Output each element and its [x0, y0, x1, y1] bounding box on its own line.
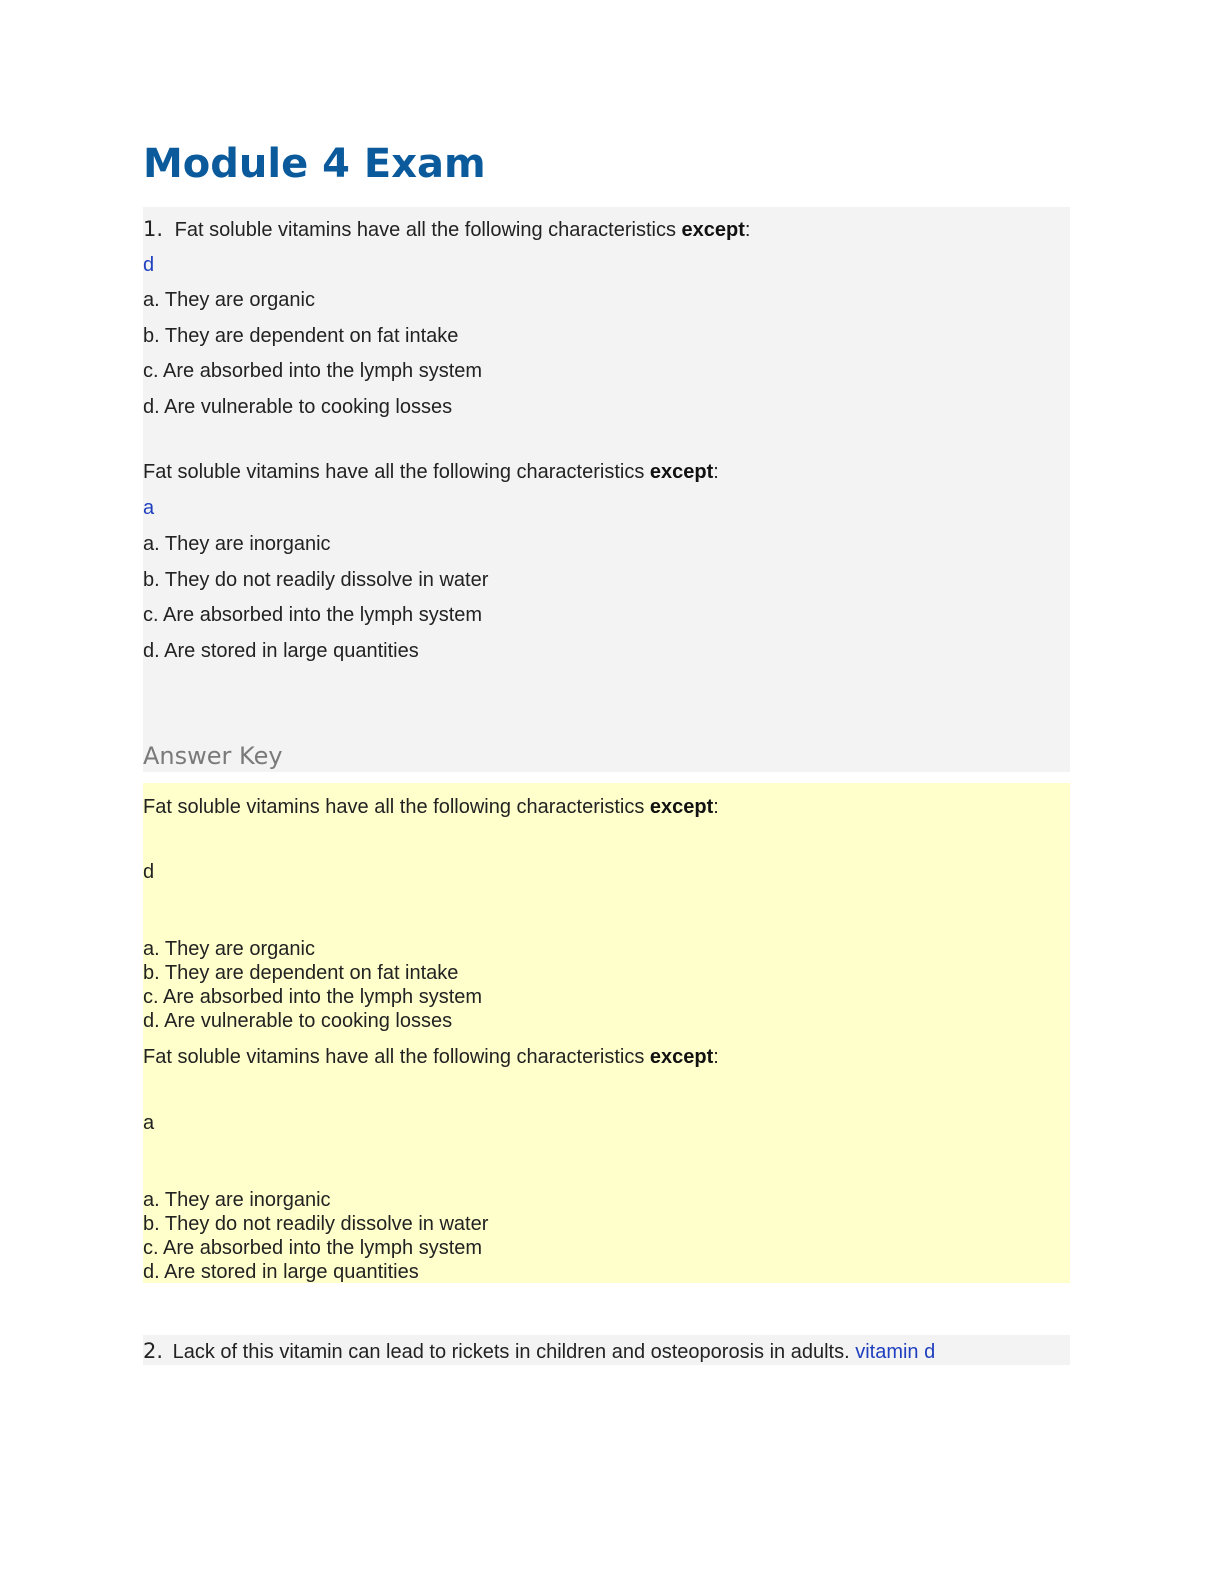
question-1b-option: d. Are stored in large quantities — [143, 640, 419, 662]
question-2-block — [143, 1335, 1070, 1365]
answer-key-stem — [143, 1045, 719, 1069]
answer-key-option: d. Are vulnerable to cooking losses — [143, 1010, 453, 1032]
answer-key-stem-emphasis: except — [649, 796, 714, 818]
question-1a-option: d. Are vulnerable to cooking losses — [143, 396, 453, 418]
answer-key-option: d. Are stored in large quantities — [143, 1261, 419, 1283]
answer-key-stem-colon: : — [713, 796, 719, 818]
page-title: Module 4 Exam — [143, 141, 486, 187]
question-1b-option: a. They are inorganic — [143, 533, 331, 555]
question-2-number: 2. — [143, 1339, 164, 1363]
question-1a-option: c. Are absorbed into the lymph system — [143, 360, 483, 382]
question-1-stem — [143, 217, 750, 242]
question-1-stem-colon: : — [744, 219, 751, 241]
question-1b-stem-colon: : — [713, 461, 719, 483]
question-1b-option: c. Are absorbed into the lymph system — [143, 604, 483, 626]
question-1b-stem-text: Fat soluble vitamins have all the following characteristics — [143, 461, 650, 483]
answer-key-option: a. They are organic — [143, 938, 315, 960]
question-2-answer: vitamin d — [855, 1341, 936, 1363]
answer-key-stem-emphasis: except — [649, 1046, 714, 1068]
answer-key-answer: d — [143, 861, 155, 883]
question-1a-answer: d — [143, 254, 155, 276]
question-1b-stem — [143, 460, 719, 484]
answer-key-option: c. Are absorbed into the lymph system — [143, 986, 483, 1008]
question-1a-option: a. They are organic — [143, 289, 315, 311]
answer-key-option: b. They are dependent on fat intake — [143, 962, 459, 984]
question-1b-stem-emphasis: except — [649, 461, 714, 483]
answer-key-answer: a — [143, 1112, 155, 1134]
question-1-stem-text: Fat soluble vitamins have all the following characteristics — [174, 219, 682, 241]
question-2-text: Lack of this vitamin can lead to rickets in children and osteoporosis in adults. — [172, 1341, 850, 1363]
answer-key-stem-text: Fat soluble vitamins have all the following characteristics — [143, 1046, 650, 1068]
answer-key-heading: Answer Key — [143, 742, 283, 770]
answer-key-stem-colon: : — [713, 1046, 719, 1068]
question-1b-option: b. They do not readily dissolve in water — [143, 569, 489, 591]
question-1-block — [143, 207, 1070, 772]
question-2-stem — [143, 1339, 935, 1364]
answer-key-option: c. Are absorbed into the lymph system — [143, 1237, 483, 1259]
question-1-stem-emphasis: except — [681, 219, 745, 241]
answer-key-option: a. They are inorganic — [143, 1189, 331, 1211]
question-1a-option: b. They are dependent on fat intake — [143, 325, 459, 347]
question-1b-answer: a — [143, 497, 155, 519]
question-1-number: 1. — [143, 217, 164, 241]
answer-key-block — [143, 783, 1070, 1283]
answer-key-stem-text: Fat soluble vitamins have all the following characteristics — [143, 796, 650, 818]
answer-key-option: b. They do not readily dissolve in water — [143, 1213, 489, 1235]
answer-key-stem — [143, 795, 719, 819]
